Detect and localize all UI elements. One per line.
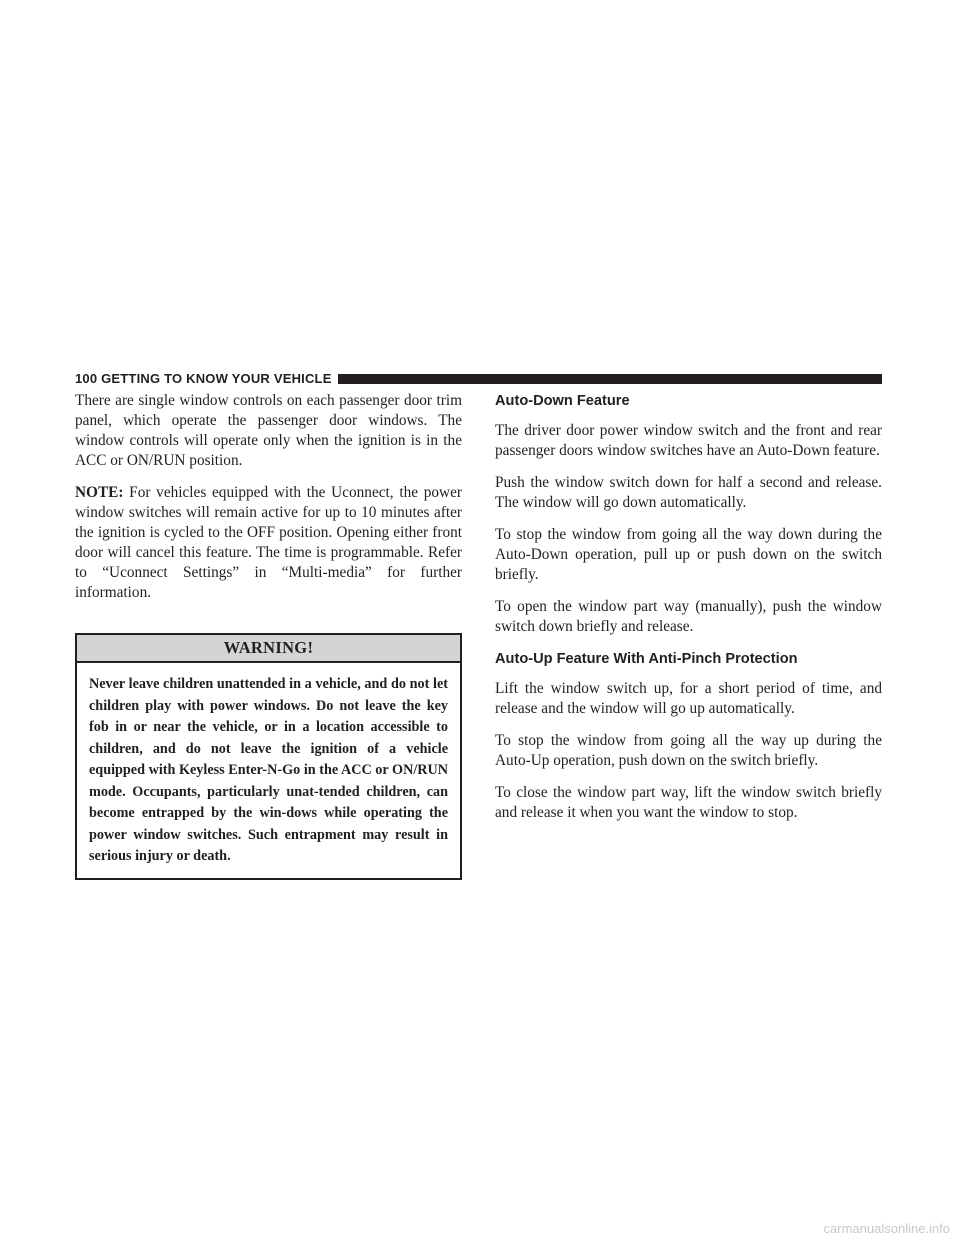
page-header bbox=[75, 370, 882, 388]
auto-down-paragraph-2: Push the window switch down for half a second and release. The window will go down automatically. bbox=[495, 474, 882, 511]
note-text: For vehicles equipped with the Uconnect, the power window switches will remain active for up to 10 minutes after the ignition is cycled to the OFF position. Opening either front door will cancel this feature. The time is programmable. Refer to “Uconnect Settings” in “Multi-media” for further information. bbox=[75, 484, 462, 601]
note-label: NOTE: bbox=[75, 484, 124, 501]
heading-auto-up: Auto-Up Feature With Anti-Pinch Protection bbox=[495, 651, 798, 667]
left-column bbox=[75, 391, 462, 880]
note-paragraph bbox=[75, 483, 462, 603]
auto-up-paragraph-3: To close the window part way, lift the window switch briefly and release it when you want the window to stop. bbox=[495, 784, 882, 821]
auto-down-paragraph-3: To stop the window from going all the way down during the Auto-Down operation, pull up or push down on the switch briefly. bbox=[495, 526, 882, 583]
warning-body: Never leave children unattended in a vehicle, and do not let children play with power windows. Do not leave the key fob in or near the vehicle, or in a location accessible to children, and do not leave the ignition of a vehicle equipped with Keyless Enter-N-Go in the ACC or ON/RUN mode. Occupants, particularly unat-tended children, can become entrapped by the win-dows while operating the power window switches. Such entrapment may result in serious injury or death. bbox=[89, 676, 448, 864]
auto-down-paragraph-4: To open the window part way (manually), push the window switch down briefly and release. bbox=[495, 598, 882, 635]
warning-title: WARNING! bbox=[77, 635, 460, 663]
auto-up-paragraph-1: Lift the window switch up, for a short period of time, and release and the window will go up automatically. bbox=[495, 680, 882, 717]
intro-paragraph: There are single window controls on each passenger door trim panel, which operate the passenger door windows. The window controls will operate only when the ignition is in the ACC or ON/RUN position. bbox=[75, 392, 462, 469]
page-header-label: 100 GETTING TO KNOW YOUR VEHICLE bbox=[75, 371, 338, 386]
auto-down-paragraph-1: The driver door power window switch and the front and rear passenger doors window switches have an Auto-Down feature. bbox=[495, 422, 882, 459]
right-column bbox=[495, 391, 882, 835]
watermark-link[interactable]: carmanualsonline.info bbox=[823, 1221, 950, 1236]
heading-auto-down: Auto-Down Feature bbox=[495, 393, 630, 409]
auto-up-paragraph-2: To stop the window from going all the way up during the Auto-Up operation, push down on the switch briefly. bbox=[495, 732, 882, 769]
warning-box bbox=[75, 633, 462, 880]
header-rule bbox=[275, 374, 882, 384]
